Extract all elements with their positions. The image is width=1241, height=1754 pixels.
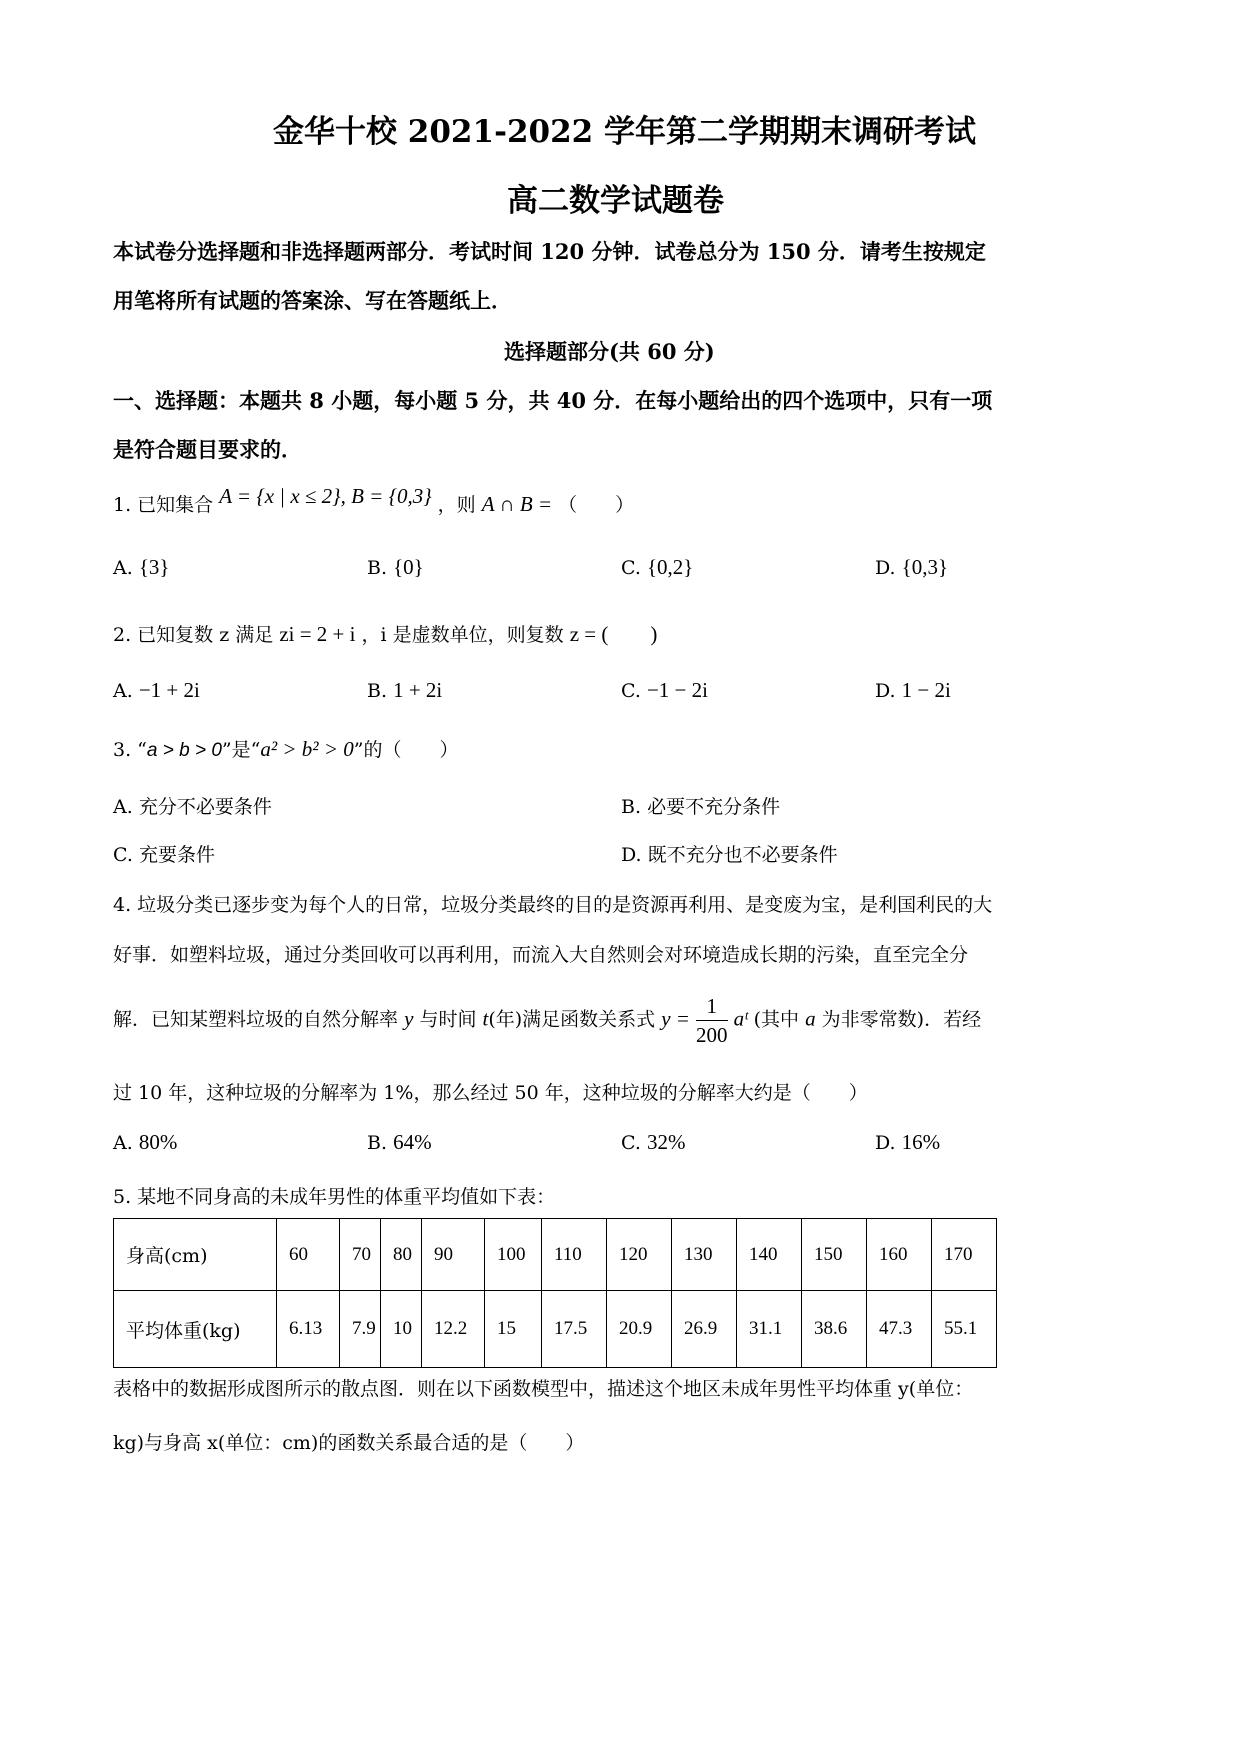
- q4-option-b: B. 64%: [367, 1130, 432, 1154]
- table-cell: 60: [277, 1219, 340, 1291]
- q4-formula-rhs: aᵗ: [733, 1006, 748, 1031]
- q3-condition-2: a² > b² > 0: [260, 737, 354, 761]
- table-cell: 120: [607, 1219, 672, 1291]
- q1-option-d: D. {0,3}: [875, 555, 949, 579]
- table-cell: 15: [485, 1291, 542, 1368]
- q2-option-b: B. 1 + 2i: [367, 678, 443, 702]
- table-cell: 47.3: [867, 1291, 932, 1368]
- q5-line-1: 5. 某地不同身高的未成年男性的体重平均值如下表：: [113, 1186, 556, 1208]
- exam-title: 金华十校 2021-2022 学年第二学期期末调研考试: [273, 114, 977, 150]
- q4-line-1: 4. 垃圾分类已逐步变为每个人的日常，垃圾分类最终的目的是资源再利用、是变废为宝，是利国利民的大: [113, 894, 993, 916]
- q2-expr: z = ( ): [569, 622, 658, 646]
- q4-option-a: A. 80%: [113, 1130, 178, 1154]
- section-intro-1: 一、选择题：本题共 8 小题，每小题 5 分，共 40 分．在每小题给出的四个选项中，只有一项: [113, 388, 993, 413]
- q1-option-c: C. {0,2}: [621, 555, 694, 579]
- table-cell: 90: [422, 1219, 485, 1291]
- q1-blank: （ ）: [558, 494, 635, 516]
- q3-option-c: C. 充要条件: [113, 844, 215, 866]
- q1-prefix: 1. 已知集合: [113, 494, 214, 516]
- q5-after-line-2: kg)与身高 x(单位：cm)的函数关系最合适的是（ ）: [113, 1432, 585, 1454]
- q3-option-d: D. 既不充分也不必要条件: [621, 844, 838, 866]
- q3-option-b: B. 必要不充分条件: [621, 796, 781, 818]
- q1-expr: A ∩ B =: [481, 492, 553, 516]
- table-cell: 150: [802, 1219, 867, 1291]
- table-cell: 17.5: [542, 1291, 607, 1368]
- table-cell: 20.9: [607, 1291, 672, 1368]
- question-1: [113, 484, 635, 517]
- q4-option-c: C. 32%: [621, 1130, 686, 1154]
- table-row-header: 平均体重(kg): [114, 1291, 277, 1368]
- q2-option-c: C. −1 − 2i: [621, 678, 708, 702]
- exam-subtitle: 高二数学试题卷: [507, 183, 724, 219]
- q3-prefix: 3. “: [113, 739, 147, 761]
- q4-formula-lhs: y =: [661, 1006, 690, 1031]
- table-cell: 12.2: [422, 1291, 485, 1368]
- q2-mid: ，i 是虚数单位，则复数: [361, 624, 564, 646]
- q2-option-a: A. −1 + 2i: [113, 678, 200, 702]
- q1-sets: A = {x | x ≤ 2}, B = {0,3}: [219, 484, 432, 508]
- q2-prefix: 2. 已知复数 z 满足: [113, 624, 274, 646]
- question-3: [113, 735, 459, 762]
- q3-option-a: A. 充分不必要条件: [113, 796, 272, 818]
- height-weight-table: [113, 1218, 997, 1368]
- q4-fraction-numerator: 1: [696, 992, 728, 1021]
- table-cell: 100: [485, 1219, 542, 1291]
- q2-option-d: D. 1 − 2i: [875, 678, 951, 702]
- q1-mid: ，则: [437, 494, 476, 516]
- q1-option-a: A. {3}: [113, 555, 170, 579]
- table-cell: 38.6: [802, 1291, 867, 1368]
- q3-suffix: ”的（ ）: [353, 739, 459, 761]
- q4-var-t: t: [482, 1006, 489, 1031]
- q5-after-line-1: 表格中的数据形成图所示的散点图．则在以下函数模型中，描述这个地区未成年男性平均体重 y(单位：: [113, 1378, 974, 1400]
- q4-option-d: D. 16%: [875, 1130, 941, 1154]
- q3-condition-1: a > b > 0: [146, 740, 222, 761]
- q4-var-a: a: [805, 1006, 816, 1031]
- q4-line-3: 解．已知某塑料垃圾的自然分解率 y 与时间 t(年)满足函数关系式 y = $\frac{1}{200}$ aᵗ (其中 a 为非零常数)．若经: [113, 994, 982, 1047]
- table-cell: 160: [867, 1219, 932, 1291]
- section-intro-2: 是符合题目要求的．: [113, 437, 302, 462]
- q2-equation: zi = 2 + i: [279, 622, 356, 646]
- section-title: 选择题部分(共 60 分): [504, 339, 715, 364]
- table-cell: 26.9: [672, 1291, 737, 1368]
- table-cell: 10: [381, 1291, 422, 1368]
- notice-line-2: 用笔将所有试题的答案涂、写在答题纸上．: [113, 288, 512, 313]
- table-cell: 140: [737, 1219, 802, 1291]
- question-2: [113, 618, 657, 648]
- q4-line-4: 过 10 年，这种垃圾的分解率为 1%，那么经过 50 年，这种垃圾的分解率大约是（ ）: [113, 1082, 868, 1104]
- table-row-header: 身高(cm): [114, 1219, 277, 1291]
- table-cell: 6.13: [277, 1291, 340, 1368]
- table-cell: 70: [340, 1219, 381, 1291]
- table-row: [114, 1219, 997, 1291]
- table-row: [114, 1291, 997, 1368]
- table-cell: 110: [542, 1219, 607, 1291]
- q3-mid: ”是“: [221, 739, 261, 761]
- table-cell: 170: [932, 1219, 997, 1291]
- table-cell: 7.9: [340, 1291, 381, 1368]
- notice-line-1: 本试卷分选择题和非选择题两部分．考试时间 120 分钟．试卷总分为 150 分．请考生按规定: [113, 239, 986, 264]
- q1-option-b: B. {0}: [367, 555, 424, 579]
- q4-fraction: [696, 992, 728, 1049]
- q4-line-2: 好事．如塑料垃圾，通过分类回收可以再利用，而流入大自然则会对环境造成长期的污染，直至完全分: [113, 944, 969, 966]
- table-cell: 31.1: [737, 1291, 802, 1368]
- q4-var-y: y: [404, 1006, 414, 1031]
- table-cell: 80: [381, 1219, 422, 1291]
- table-cell: 55.1: [932, 1291, 997, 1368]
- table-cell: 130: [672, 1219, 737, 1291]
- q4-fraction-denominator: 200: [696, 1023, 728, 1047]
